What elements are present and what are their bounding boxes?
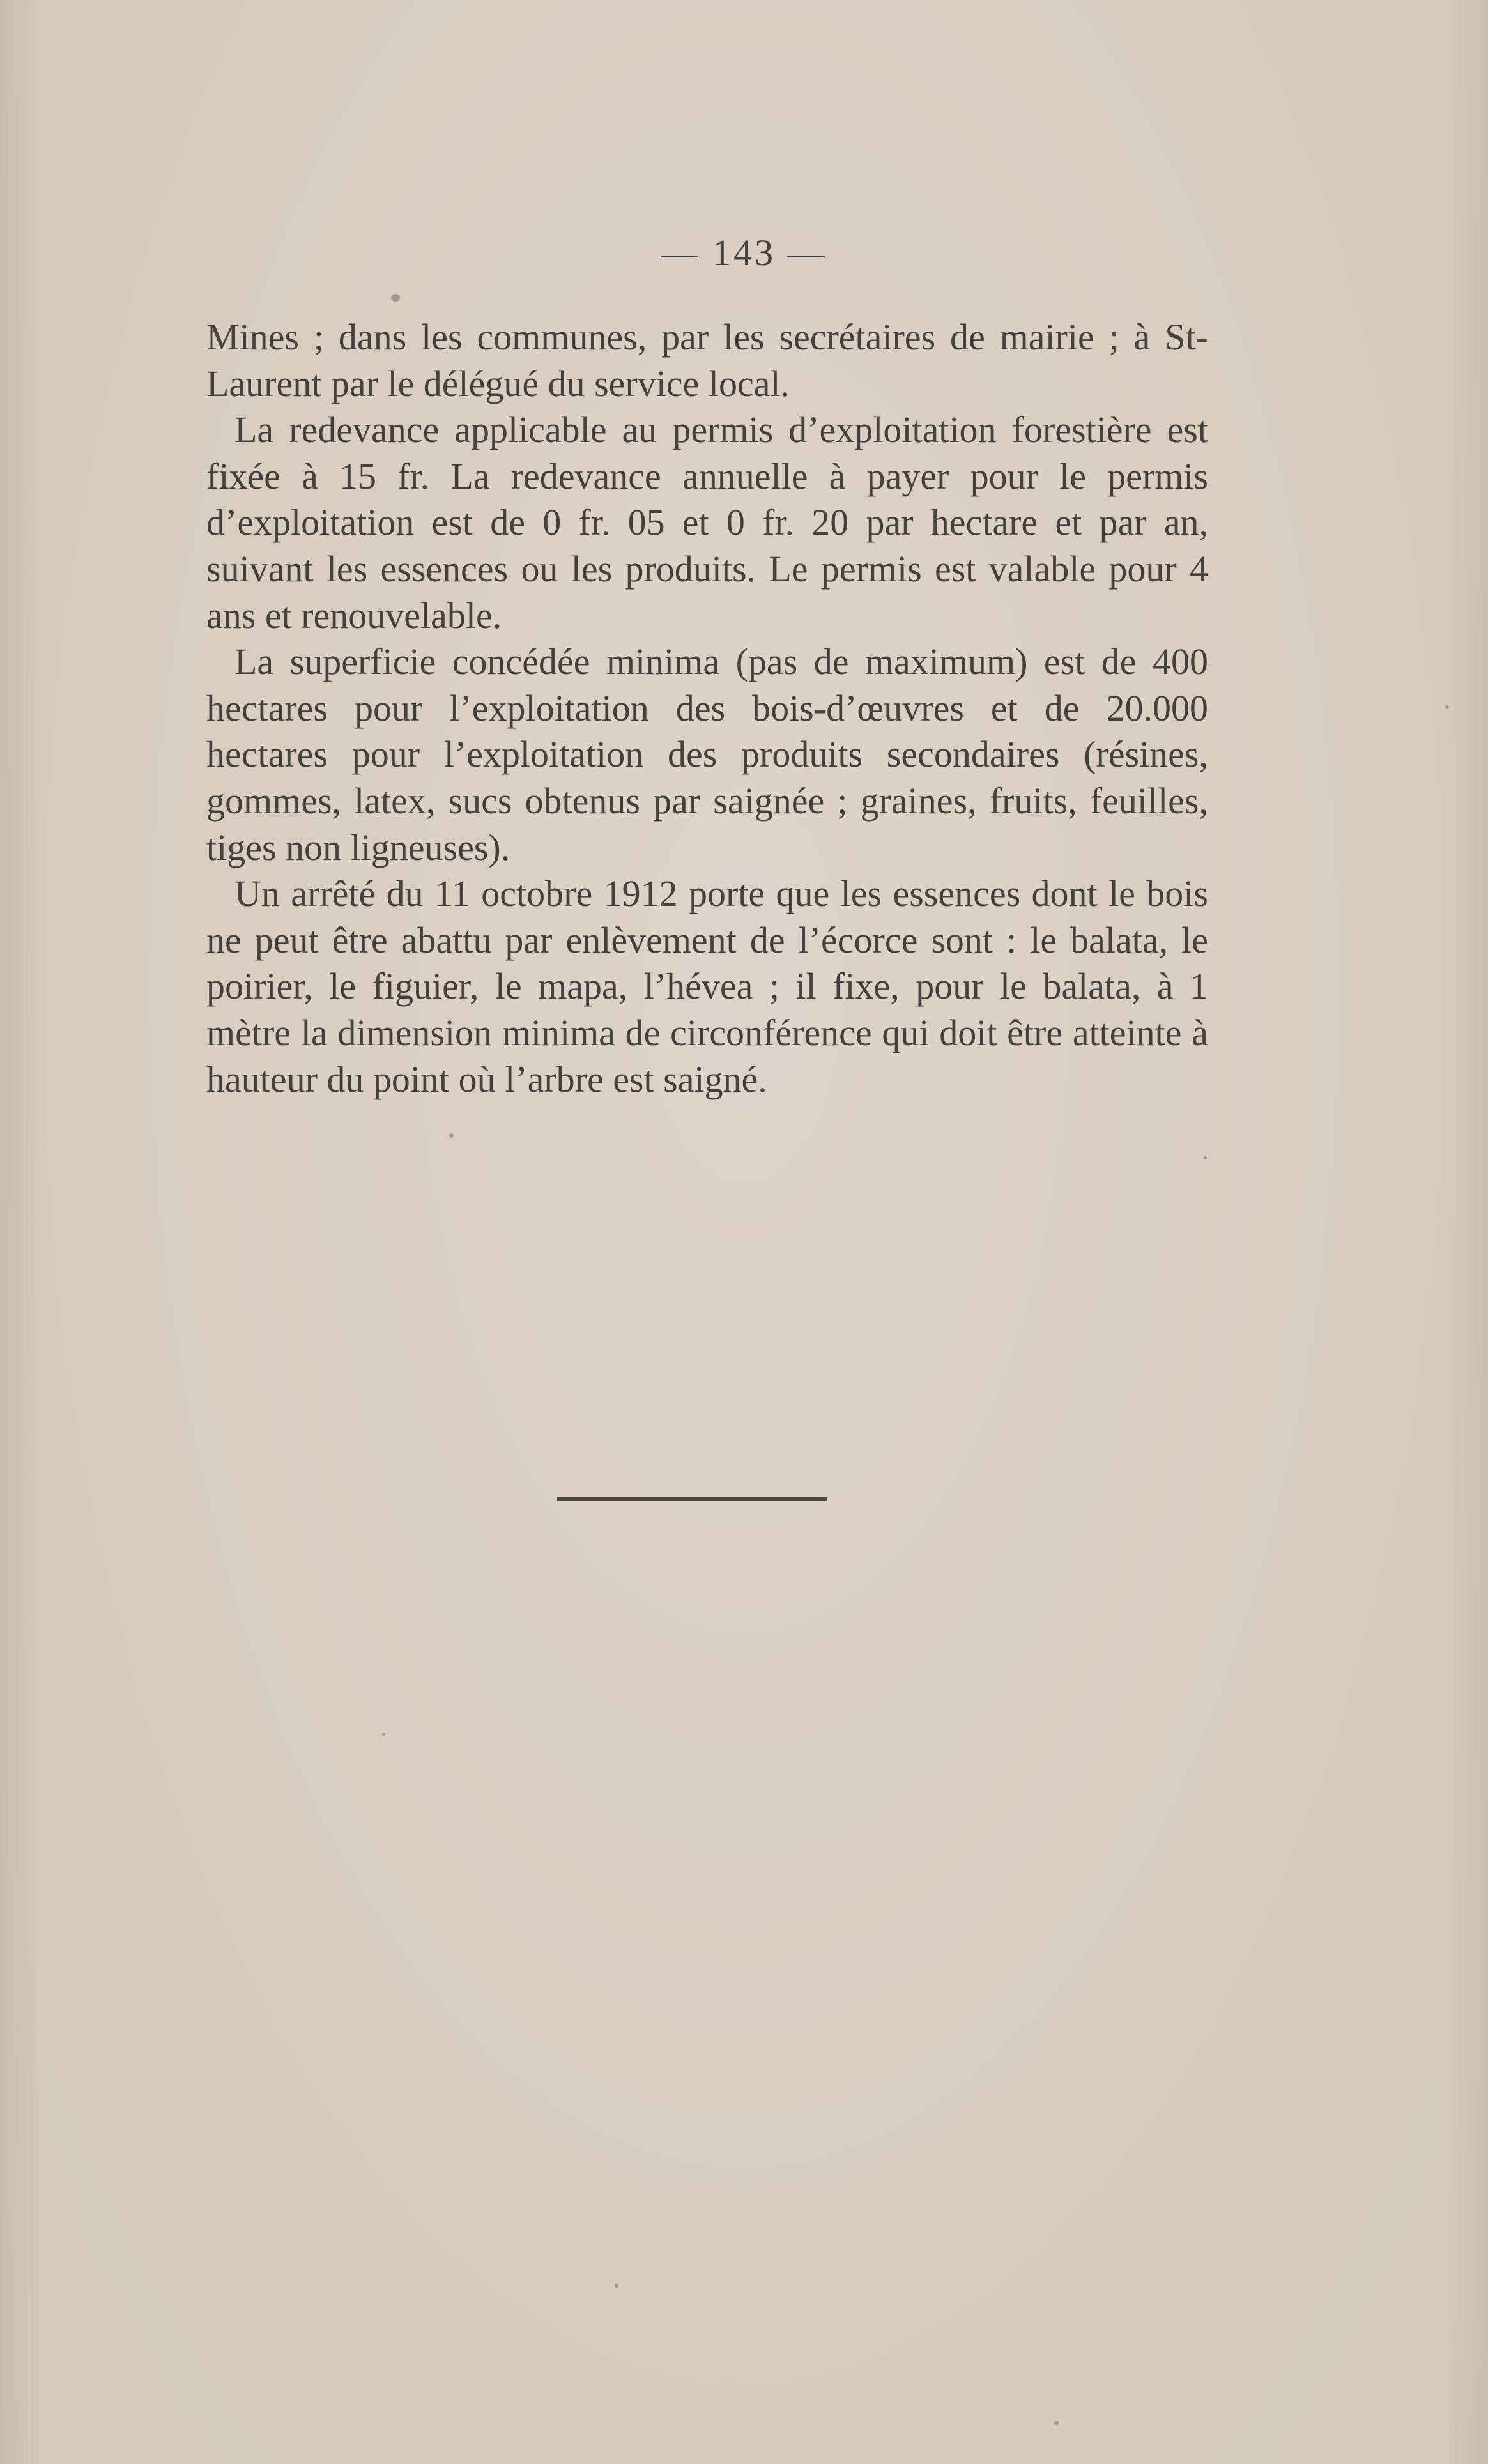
paper-speck [391,294,400,302]
paper-speck [1054,2421,1059,2425]
paragraph-continuation: Mines ; dans les communes, par les secrétaires de mairie ; à St-Laurent par le délégué du service local. [206,316,1208,404]
paper-speck [615,2284,618,2288]
paper-speck [1445,705,1449,709]
page-number: — 143 — [661,232,827,273]
page-edge-shadow-right [1443,0,1488,2464]
paragraph-superficie: La superficie concédée minima (pas de maximum) est de 400 hectares pour l’exploitation des bois-d’œuvres et de 20.000 hectares pour l’exploitation des produits secondaires (résines, gommes, latex, sucs obtenus par saignée ; graines, fruits, feuilles, tiges non ligneuses). [206,641,1208,868]
paper-speck [1204,1156,1207,1159]
body-text [206,314,1208,1103]
end-rule-divider [557,1497,827,1501]
paper-speck [449,1133,454,1138]
page-edge-shadow-left [0,0,45,2464]
paragraph-redevance: La redevance applicable au permis d’exploitation forestière est fixée à 15 fr. La redevance annuelle à payer pour le permis d’exploitation est de 0 fr. 05 et 0 fr. 20 par hectare et par an, suivant les essences ou les produits. Le permis est valable pour 4 ans et renouvelable. [206,409,1208,636]
paper-speck [382,1733,385,1736]
paragraph-arrete: Un arrêté du 11 octobre 1912 porte que les essences dont le bois ne peut être abattu par enlèvement de l’écorce sont : le balata, le poirier, le figuier, le mapa, l’hévea ; il fixe, pour le balata, à 1 mètre la dimension minima de circonférence qui doit être atteinte à hauteur du point où l’arbre est saigné. [206,873,1208,1100]
